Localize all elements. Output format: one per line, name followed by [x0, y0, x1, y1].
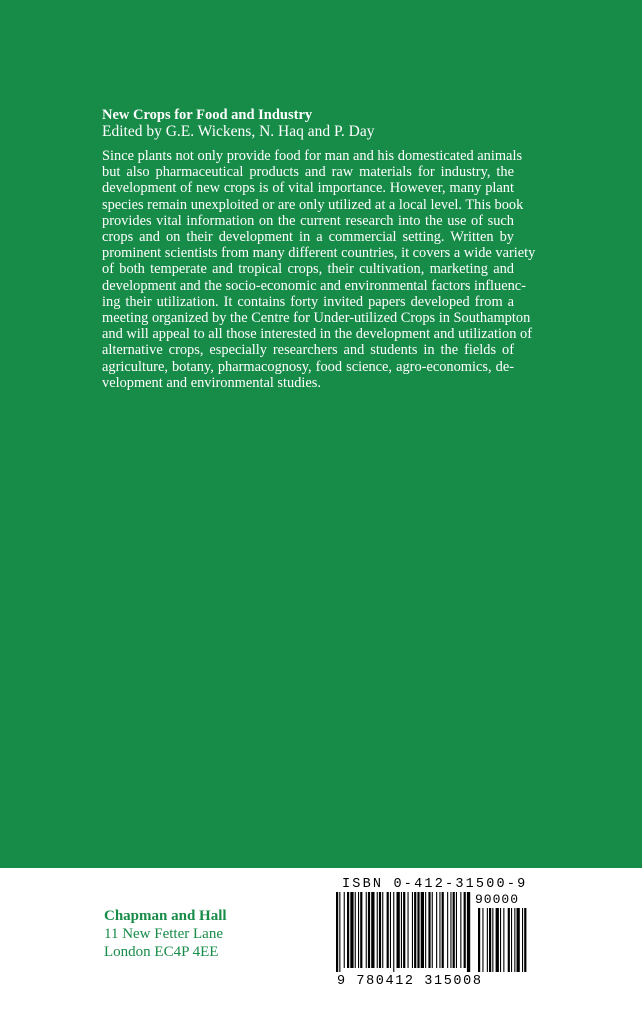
barcode-addon-bar [478, 908, 480, 972]
barcode-bar [366, 892, 367, 968]
barcode-addon-bar [503, 908, 504, 972]
barcode-bar [421, 892, 424, 968]
barcode-bar [350, 892, 353, 968]
blurb-line: species remain unexploited or are only utilized at a local level. This book [102, 196, 524, 213]
barcode-bar [377, 892, 378, 968]
barcode-addon-bar [492, 908, 493, 972]
barcode-bar [393, 892, 394, 972]
barcode-addon-bar [522, 908, 523, 972]
barcode-bar [397, 892, 400, 968]
barcode-bar [432, 892, 433, 968]
barcode-addon: 90000 [475, 892, 520, 907]
barcode-addon-bar [500, 908, 501, 972]
blurb-line: velopment and environmental studies. [102, 374, 322, 391]
barcode-bar [379, 892, 381, 968]
barcode-bar [382, 892, 383, 968]
barcode-bar [371, 892, 374, 968]
barcode-bar [403, 892, 405, 968]
book-title: New Crops for Food and Industry [102, 107, 313, 123]
barcode-bar [408, 892, 409, 968]
publisher-name: Chapman and Hall [104, 908, 227, 924]
barcode-bar [355, 892, 356, 968]
barcode-bar [368, 892, 370, 968]
barcode-addon-bar [496, 908, 499, 972]
barcode-addon-bar [524, 908, 526, 972]
blurb-line: and will appeal to all those interested in the development and utilization of [102, 326, 532, 343]
barcode-bar [464, 892, 466, 968]
barcode-bar [336, 892, 338, 972]
barcode-bar [390, 892, 391, 968]
barcode-bar [456, 892, 457, 968]
barcode-addon-bar [514, 908, 515, 972]
barcode-bar [414, 892, 416, 968]
publisher-block [104, 907, 227, 961]
barcode-bar [425, 892, 426, 968]
blurb-line: ing their utilization. It contains forty invited papers developed from a [102, 293, 514, 310]
barcode-bar [460, 892, 461, 968]
blurb-line: alternative crops, especially researchers and students in the fields of [102, 342, 514, 359]
barcode-bar [387, 892, 389, 968]
publisher-address-line: London EC4P 4EE [104, 944, 219, 960]
barcode-addon-bar [482, 908, 483, 972]
blurb-line: prominent scientists from many different countries, it covers a wide variety [102, 245, 536, 262]
blurb-line: but also pharmaceutical products and raw materials for industry, the [102, 164, 514, 181]
barcode-bar [453, 892, 455, 968]
barcode-digits: 9 780412 315008 [337, 974, 483, 989]
barcode-addon-bar [489, 908, 491, 972]
blurb-line: meeting organized by the Centre for Under-utilized Crops in Southampton [102, 310, 531, 327]
barcode-addon-bar [487, 908, 488, 972]
barcode-bar [417, 892, 419, 968]
book-editors: Edited by G.E. Wickens, N. Haq and P. Day [102, 123, 375, 140]
blurb-line: of both temperate and tropical crops, their cultivation, marketing and [102, 261, 514, 278]
blurb-line: agriculture, botany, pharmacognosy, food science, agro-economics, de- [102, 358, 514, 375]
barcode-bar [447, 892, 448, 968]
publisher-address-line: 11 New Fetter Lane [104, 926, 223, 942]
barcode-bar [439, 892, 440, 968]
publisher-strip [0, 868, 642, 1020]
barcode-bar [344, 892, 345, 968]
barcode-bar [358, 892, 359, 968]
blurb-line: crops and on their development in a commercial setting. Written by [102, 229, 514, 246]
barcode-addon-bar [511, 908, 512, 972]
blurb-line: development of new crops is of vital importance. However, many plant [102, 180, 514, 197]
book-blurb [102, 148, 536, 391]
barcode-bar [339, 892, 340, 972]
barcode-bar [467, 892, 470, 972]
barcode-bar [401, 892, 402, 968]
barcode-addon-bar [508, 908, 510, 972]
blurb-line: provides vital information on the current research into the use of such [102, 212, 514, 229]
barcode-bar [412, 892, 413, 968]
barcode-bar [436, 892, 437, 968]
blurb-line: Since plants not only provide food for man and his domesticated animals [102, 148, 523, 164]
blurb-line: development and the socio-economic and environmental factors influenc- [102, 277, 526, 294]
barcode-bar [428, 892, 430, 968]
barcode-bar [442, 892, 444, 968]
barcode-bar [450, 892, 451, 968]
barcode-bar [347, 892, 349, 968]
isbn-label: ISBN 0-412-31500-9 [342, 877, 528, 892]
barcode-addon-bar [517, 908, 520, 972]
barcode-bar [360, 892, 362, 968]
